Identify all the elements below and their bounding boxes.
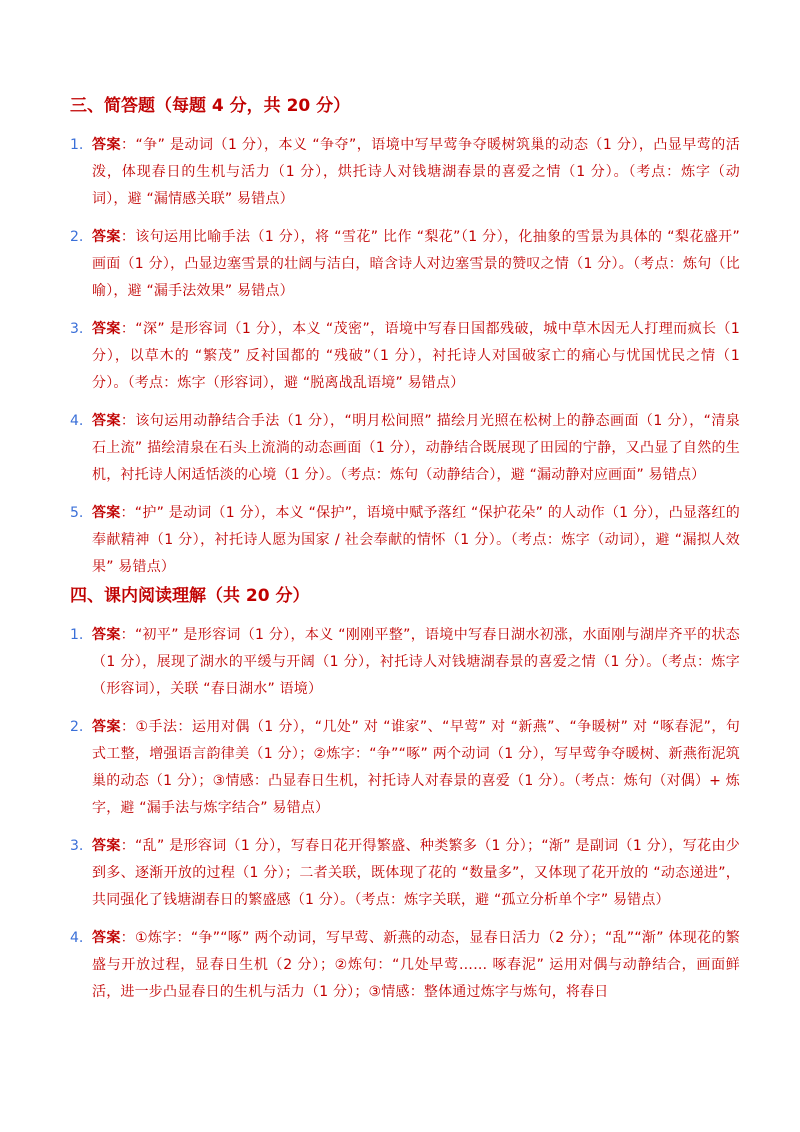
answer-text [92, 925, 740, 1006]
item-number: 4. [70, 413, 84, 429]
answer-label: 答案 [92, 229, 121, 245]
answer-label: 答案 [92, 505, 121, 521]
item-number: 3. [70, 321, 84, 337]
item-number: 1. [70, 137, 84, 153]
answer-body: ：“争” 是动词（1 分），本义 “争夺”，语境中写早莺争夺暖树筑巢的动态（1 分），凸显早莺的活泼，体现春日的生机与活力（1 分），烘托诗人对钱塘湖春景的喜爱之情（1 分）。（考点：炼字（动词），避 “漏情感关联” 易错点） [92, 137, 740, 207]
answer-label: 答案 [92, 719, 121, 735]
answer-label: 答案 [92, 627, 121, 643]
section-title-short-answer: 三、简答题（每题 4 分，共 20 分） [70, 96, 351, 116]
answer-body: ：“初平” 是形容词（1 分），本义 “刚刚平整”，语境中写春日湖水初涨，水面刚与湖岸齐平的状态（1 分），展现了湖水的平缓与开阔（1 分），衬托诗人对钱塘湖春景的喜爱之情（1 分）。（考点：炼字（形容词），关联 “春日湖水” 语境） [92, 627, 740, 697]
answer-text [92, 622, 740, 703]
item-number: 3. [70, 838, 84, 854]
answer-text [92, 316, 740, 397]
list-item [70, 833, 740, 914]
list-item [70, 500, 740, 581]
answer-body: ：“乱” 是形容词（1 分），写春日花开得繁盛、种类繁多（1 分）；“渐” 是副词（1 分），写花由少到多、逐渐开放的过程（1 分）；二者关联，既体现了花的 “数量多”，又体现了花开放的 “动态递进”，共同强化了钱塘湖春日的繁盛感（1 分）。（考点：炼字关联，避 “孤立分析单个字” 易错点） [92, 838, 740, 908]
item-number: 1. [70, 627, 84, 643]
answer-text [92, 408, 740, 489]
answer-body: ：①炼字：“争”“啄” 两个动词，写早莺、新燕的动态，显春日活力（2 分）；“乱”“渐” 体现花的繁盛与开放过程，显春日生机（2 分）；②炼句：“几处早莺…… 啄春泥” 运用对偶与动静结合，画面鲜活，进一步凸显春日的生机与活力（1 分）；③情感：整体通过炼字与炼句，将春日 [92, 930, 740, 1000]
answer-label: 答案 [92, 137, 121, 153]
item-number: 4. [70, 930, 84, 946]
list-item [70, 132, 740, 213]
list-item [70, 622, 740, 703]
item-number: 2. [70, 719, 84, 735]
list-item [70, 224, 740, 305]
answer-text [92, 132, 740, 213]
answer-label: 答案 [92, 838, 121, 854]
answer-body: ：该句运用比喻手法（1 分），将 “雪花” 比作 “梨花”（1 分），化抽象的雪景为具体的 “梨花盛开” 画面（1 分），凸显边塞雪景的壮阔与洁白，暗含诗人对边塞雪景的赞叹之情（1 分）。（考点：炼句（比喻），避 “漏手法效果” 易错点） [92, 229, 740, 299]
list-item [70, 714, 740, 822]
answer-label: 答案 [92, 321, 121, 337]
list-item [70, 316, 740, 397]
answer-list-short-answer [70, 132, 740, 581]
list-item [70, 925, 740, 1006]
item-number: 5. [70, 505, 84, 521]
answer-list-reading [70, 622, 740, 1006]
answer-body: ：该句运用动静结合手法（1 分），“明月松间照” 描绘月光照在松树上的静态画面（1 分），“清泉石上流” 描绘清泉在石头上流淌的动态画面（1 分），动静结合既展现了田园的宁静，又凸显了自然的生机，衬托诗人闲适恬淡的心境（1 分）。（考点：炼句（动静结合），避 “漏动静对应画面” 易错点） [92, 413, 740, 483]
answer-body: ：“深” 是形容词（1 分），本义 “茂密”，语境中写春日国都残破，城中草木因无人打理而疯长（1 分），以草木的 “繁茂” 反衬国都的 “残破”（1 分），衬托诗人对国破家亡的痛心与忧国忧民之情（1 分）。（考点：炼字（形容词），避 “脱离战乱语境” 易错点） [92, 321, 741, 391]
answer-label: 答案 [92, 930, 121, 946]
answer-label: 答案 [92, 413, 121, 429]
answer-text [92, 714, 740, 822]
answer-text [92, 833, 740, 914]
item-number: 2. [70, 229, 84, 245]
answer-body: ：①手法：运用对偶（1 分），“几处” 对 “谁家”、“早莺” 对 “新燕”、“争暖树” 对 “啄春泥”，句式工整，增强语言韵律美（1 分）；②炼字：“争”“啄” 两个动词（1 分），写早莺争夺暖树、新燕衔泥筑巢的动态（1 分）；③情感：凸显春日生机，衬托诗人对春景的喜爱（1 分）。（考点：炼句（对偶）+ 炼字，避 “漏手法与炼字结合” 易错点） [92, 719, 740, 816]
list-item [70, 408, 740, 489]
answer-text [92, 224, 740, 305]
answer-body: ：“护” 是动词（1 分），本义 “保护”，语境中赋予落红 “保护花朵” 的人动作（1 分），凸显落红的奉献精神（1 分），衬托诗人愿为国家 / 社会奉献的情怀（1 分）。（考点：炼字（动词），避 “漏拟人效果” 易错点） [92, 505, 740, 575]
section-title-reading: 四、课内阅读理解（共 20 分） [70, 586, 310, 606]
answer-text [92, 500, 740, 581]
